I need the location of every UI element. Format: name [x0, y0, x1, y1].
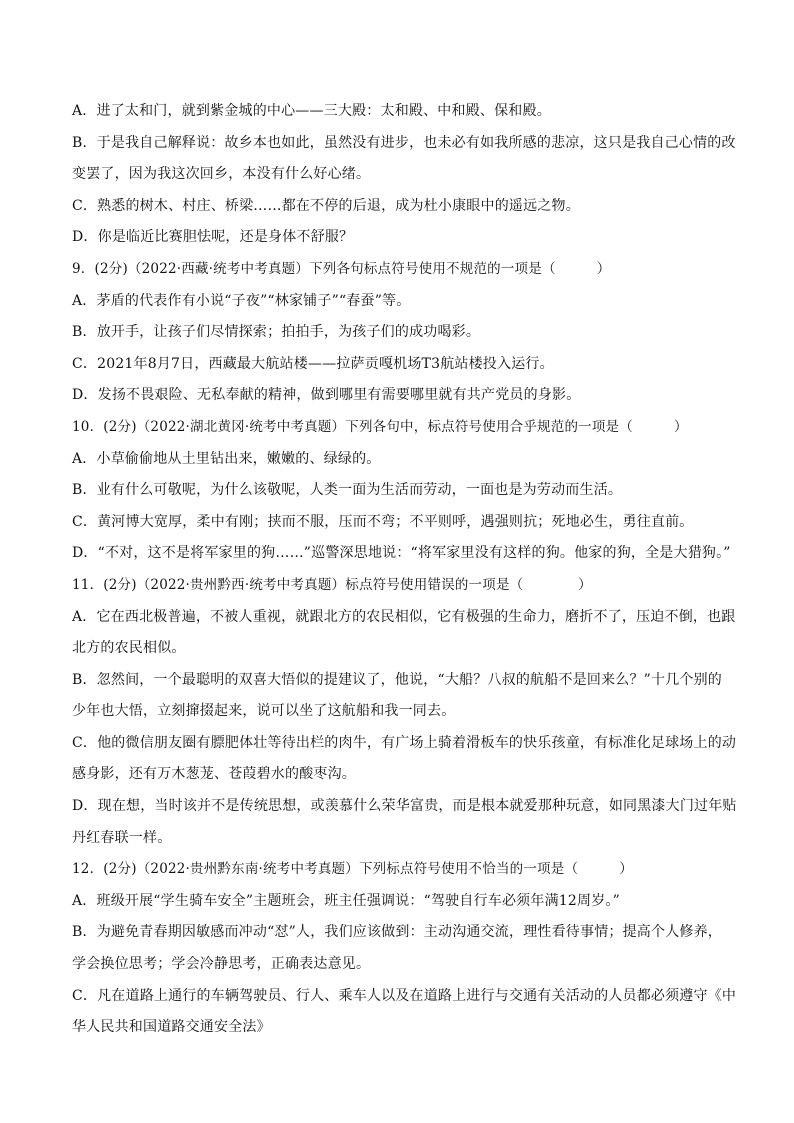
option-line: C．凡在道路上通行的车辆驾驶员、行人、乘车人以及在道路上进行与交通有关活动的人员都必须遵守《中 [72, 987, 737, 1004]
option-line: C．2021年8月7日，西藏最大航站楼——拉萨贡嘎机场T3航站楼投入运行。 [72, 355, 554, 372]
option-line-continued: 华人民共和国道路交通安全法》 [72, 1019, 271, 1036]
option-line: A．班级开展“学生骑车安全”主题班会，班主任强调说：“驾驶自行车必须年满12周岁。” [72, 892, 620, 909]
option-line: D．你是临近比赛胆怯呢，还是身体不舒服？ [72, 229, 354, 246]
option-line-continued: 学会换位思考；学会冷静思考，正确表达意见。 [72, 956, 371, 973]
option-line: B．为避免青春期因敏感而冲动“怼”人，我们应该做到：主动沟通交流，理性看待事情；提高个人修养， [72, 924, 722, 941]
option-line-continued: 感身影，还有万木葱茏、苍葭碧水的酸枣沟。 [72, 766, 356, 783]
option-line: B．业有什么可敬呢，为什么该敬呢，人类一面为生活而劳动，一面也是为劳动而生活。 [72, 482, 623, 499]
question-12-heading: 12．(2分)（2022·贵州黔东南·统考中考真题）下列标点符号使用不恰当的一项是（ ） [72, 861, 633, 878]
option-line: A．进了太和门，就到紫金城的中心——三大殿：太和殿、中和殿、保和殿。 [72, 103, 551, 119]
option-line: C．黄河博大宽厚，柔中有刚；挟而不服，压而不弯；不平则呼，遇强则抗；死地必生，勇往直前。 [72, 513, 694, 530]
option-line: C．他的微信朋友圈有膘肥体壮等待出栏的肉牛，有广场上骑着滑板车的快乐孩童，有标准化足球场上的动 [72, 734, 737, 751]
option-line: B．忽然间，一个最聪明的双喜大悟似的提建议了，他说，“大船？八叔的航船不是回来么？”十几个别的 [72, 671, 722, 688]
question-11-heading: 11．(2分)（2022·贵州黔西·统考中考真题）标点符号使用错误的一项是（ ） [72, 576, 592, 593]
document-page [72, 96, 737, 1044]
option-line-continued: 变罢了，因为我这次回乡，本没有什么好心绪。 [72, 166, 371, 183]
option-line: A．它在西北极普遍，不被人重视，就跟北方的农民相似，它有极强的生命力，磨折不了，压迫不倒，也跟 [72, 608, 736, 625]
option-line: D．发扬不畏艰险、无私奉献的精神，做到哪里有需要哪里就有共产党员的身影。 [72, 387, 581, 404]
option-line: C．熟悉的树木、村庄、桥梁……都在不停的后退，成为杜小康眼中的遥远之物。 [72, 197, 580, 214]
question-9-heading: 9．(2分)（2022·西藏·统考中考真题）下列各句标点符号使用不规范的一项是（ ） [72, 260, 611, 277]
option-line: D．“不对，这不是将军家里的狗……”巡警深思地说：“将军家里没有这样的狗。他家的狗，全是大猎狗。” [72, 545, 731, 562]
option-line: B．放开手，让孩子们尽情探索；拍拍手，为孩子们的成功喝彩。 [72, 324, 481, 341]
option-line: B．于是我自己解释说：故乡本也如此，虽然没有进步，也未必有如我所感的悲凉，这只是我自己心情的改 [72, 134, 736, 151]
option-line-continued: 北方的农民相似。 [72, 640, 186, 657]
option-line: A．小草偷偷地从土里钻出来，嫩嫩的、绿绿的。 [72, 450, 381, 467]
option-line: A．茅盾的代表作有小说“子夜”“林家铺子”“春蚕”等。 [72, 292, 411, 309]
question-10-heading: 10．(2分)（2022·湖北黄冈·统考中考真题）下列各句中，标点符号使用合乎规范的一项是（ ） [72, 418, 688, 435]
option-line-continued: 少年也大悟，立刻撺掇起来，说可以坐了这航船和我一同去。 [72, 703, 456, 720]
option-line: D．现在想，当时该并不是传统思想，或羡慕什么荣华富贵，而是根本就爱那种玩意，如同黑漆大门过年贴 [72, 798, 737, 815]
option-line-continued: 丹红春联一样。 [72, 829, 172, 846]
